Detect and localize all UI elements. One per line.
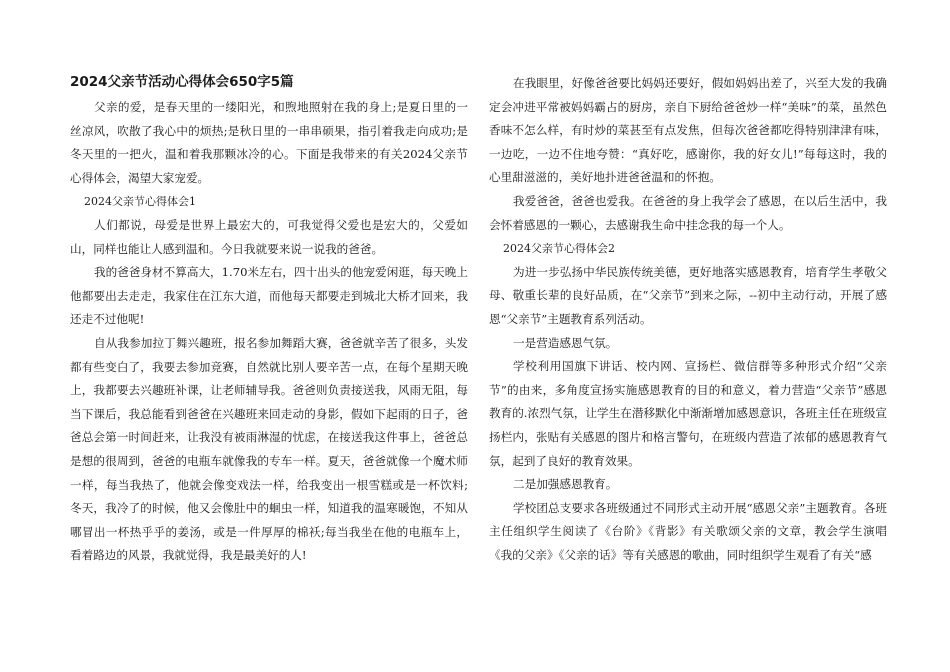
subheading-1: 一是营造感恩气氛。 xyxy=(513,335,618,350)
paragraph-1: 人们都说，母爱是世界上最宏大的，可我觉得父爱也是宏大的，父爱如山，同样也能让人感到温和。今日我就要来说一说我的爸爸。 xyxy=(70,217,468,256)
paragraph-4: 在我眼里，好像爸爸要比妈妈还要好，假如妈妈出差了，兴至大发的我确定会冲进平常被妈妈霸占的厨房，亲自下厨给爸爸炒一样“美味”的菜，虽然色香味不怎么样，有时炒的菜甚至有点发焦，但每次爸爸都吃得特别津津有味，一边吃，一边不住地夸赞：“真好吃，感谢你，我的好女儿!”每每这时，我的心里甜滋滋的，美好地扑进爸爸温和的怀抱。 xyxy=(489,76,887,185)
paragraph-5: 我爱爸爸，爸爸也爱我。在爸爸的身上我学会了感恩，在以后生活中，我会怀着感恩的一颗心，去感谢我生命中挂念我的每一个人。 xyxy=(489,193,887,232)
paragraph-2: 我的爸爸身材不算高大，1.70米左右，四十出头的他宠爱闲逛，每天晚上他都要出去走走，我家住在江东大道，而他每天都要走到城北大桥才回来，我还走不过他呢! xyxy=(70,265,468,327)
subheading-2: 二是加强感恩教育。 xyxy=(513,477,618,492)
section-heading-2: 2024父亲节心得体会2 xyxy=(503,242,615,256)
right-column xyxy=(489,72,887,567)
paragraph-7: 学校利用国旗下讲话、校内网、宣扬栏、微信群等多种形式介绍“父亲节”的由来，多角度宣扬实施感恩教育的目的和意义，着力营造“父亲节”感恩教育的.浓烈气氛，让学生在潜移默化中渐渐增加感恩意识，各班主任在班级宣扬栏内，张贴有关感恩的图片和格言警句，在班级内营造了浓郁的感恩教育气氛，起到了良好的教育效果。 xyxy=(489,359,887,468)
paragraph-6: 为进一步弘扬中华民族传统美德，更好地落实感恩教育，培育学生孝敬父母、敬重长辈的良好品质，在“父亲节”到来之际，--初中主动行动，开展了感恩“父亲节”主题教育系列活动。 xyxy=(489,264,887,326)
paragraph-3: 自从我参加拉丁舞兴趣班，报名参加舞蹈大赛，爸爸就辛苦了很多，头发都有些变白了，我要去参加竞赛，自然就比别人要辛苦一点，在每个星期天晚上，我都要去兴趣班补课，让老师辅导我。爸爸则负责接送我，风雨无阻，每当下课后，我总能看到爸爸在兴趣班来回走动的身影，假如下起雨的日子，爸爸总会第一时间赶来，让我没有被雨淋湿的忧虑，在接送我这件事上，爸爸总是想的很周到，爸爸的电瓶车就像我的专车一样。夏天，爸爸就像一个魔术师一样，每当我热了，他就会像变戏法一样，给我变出一根雪糕或是一杯饮料;冬天，我冷了的时候，他又会像肚中的蛔虫一样，知道我的温寒暖饱，不知从哪冒出一杯热乎乎的姜汤，或是一件厚厚的棉袄;每当我坐在他的电瓶车上，看着路边的风景，我就觉得，我是最美好的人! xyxy=(70,335,468,563)
left-column xyxy=(70,72,468,568)
section-heading-1: 2024父亲节心得体会1 xyxy=(84,195,196,209)
intro-paragraph: 父亲的爱，是春天里的一缕阳光，和煦地照射在我的身上;是夏日里的一丝凉风，吹散了我心中的烦热;是秋日里的一串串硕果，指引着我走向成功;是冬天里的一把火，温和着我那颗冰冷的心。下面是我带来的有关2024父亲节心得体会，渴望大家宠爱。 xyxy=(70,100,468,185)
document-title: 2024父亲节活动心得体会650字5篇 xyxy=(70,74,294,90)
paragraph-8: 学校团总支要求各班级通过不同形式主动开展“感恩父亲”主题教育。各班主任组织学生阅读了《台阶》《背影》有关歌颂父亲的文章，教会学生演唱《我的父亲》《父亲的话》等有关感恩的歌曲，同时组织学生观看了有关“感 xyxy=(489,500,887,562)
